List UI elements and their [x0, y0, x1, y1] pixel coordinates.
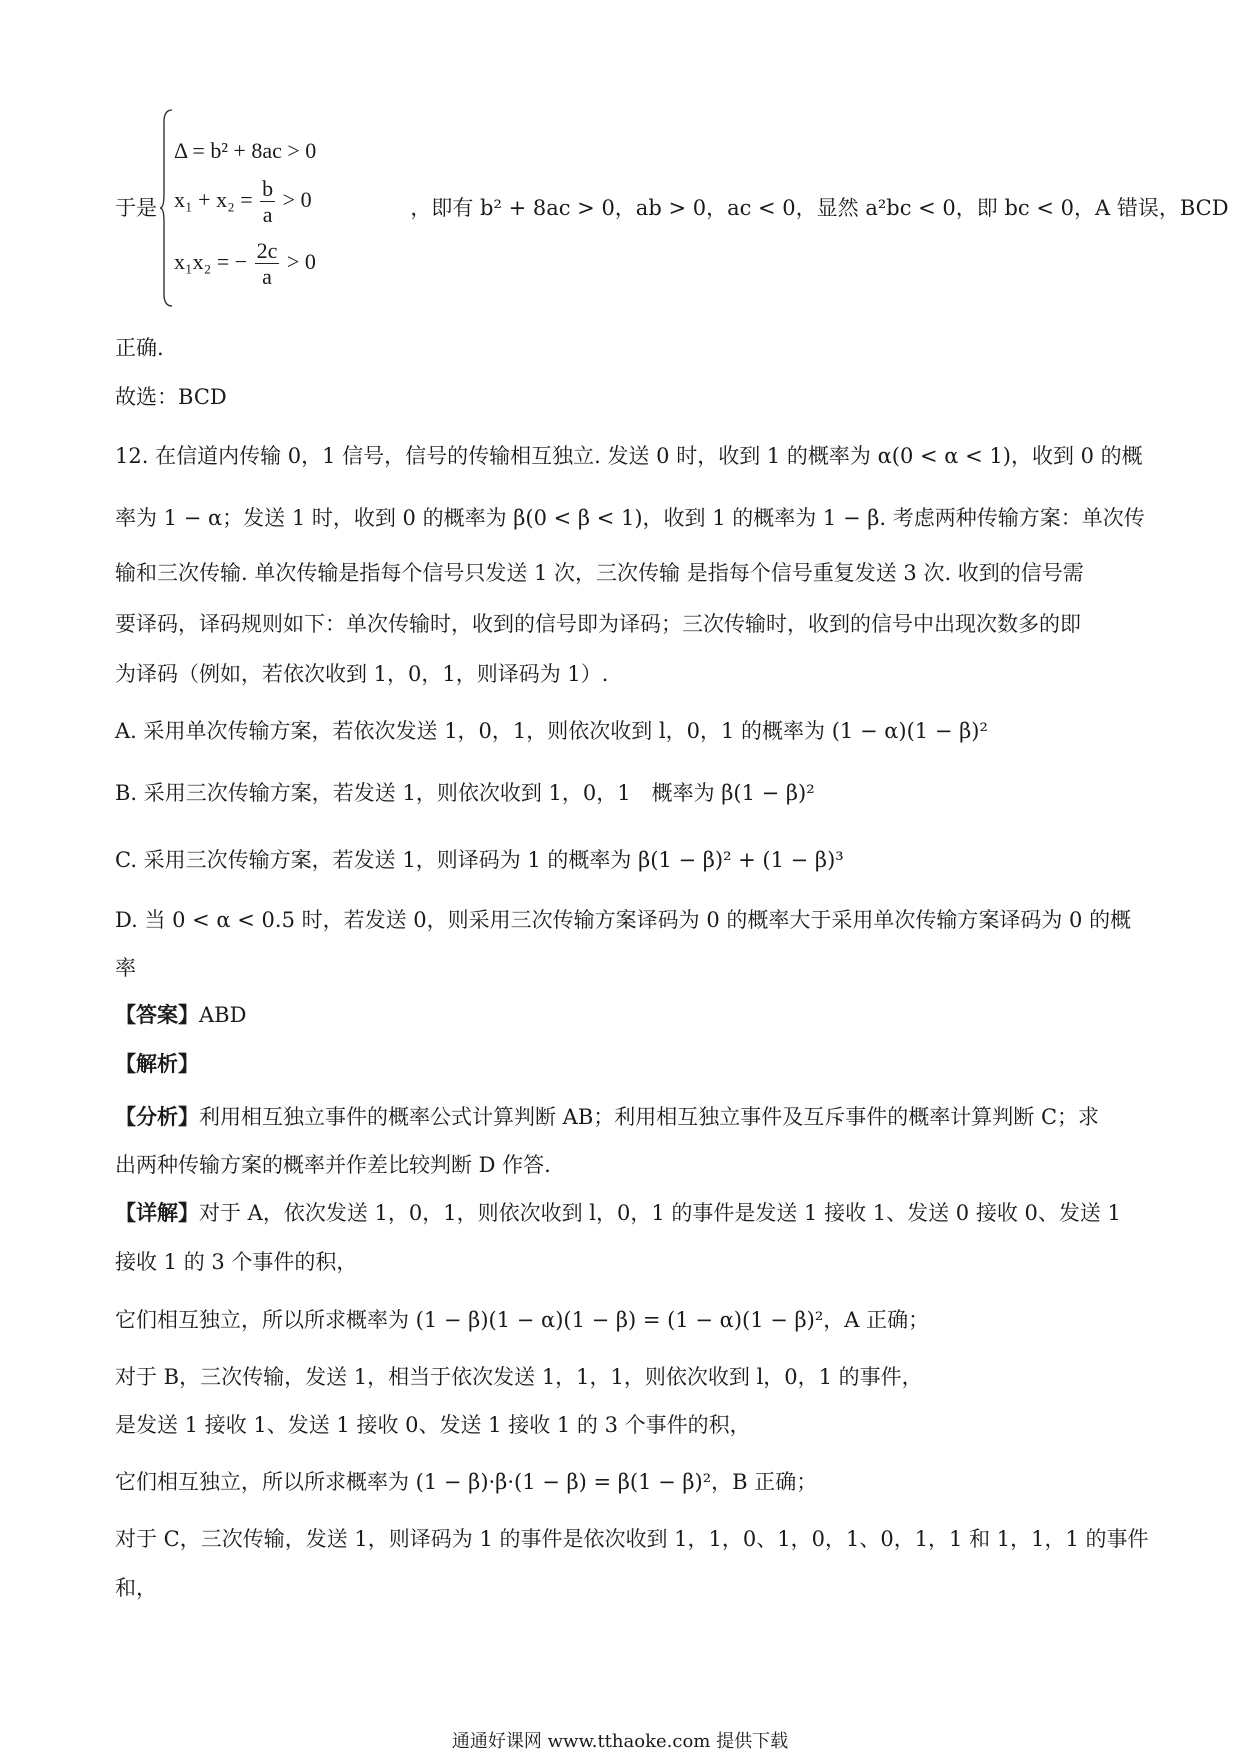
equation-sum-left: x₁ + x₂ = [174, 186, 253, 212]
xiangjie-line-5: 是发送 1 接收 1、发送 1 接收 0、发送 1 接收 1 的 3 个事件的积， [115, 1413, 751, 1437]
equation-delta: Δ = b² + 8ac > 0 [174, 138, 317, 163]
page-footer: 通通好课网 www.tthaoke.com 提供下载 [451, 1731, 789, 1752]
option-b: B. 采用三次传输方案，若发送 1，则依次收到 1，0，1 概率为 β(1 − β)² [115, 781, 815, 805]
equation-sum-numerator: b [262, 176, 274, 201]
xiangjie-tag: 【详解】 [115, 1200, 199, 1225]
text-line-choice: 故选：BCD [115, 385, 227, 409]
text-line-correct: 正确. [115, 336, 164, 360]
xiangjie-line-8: 和， [115, 1576, 157, 1600]
xiangjie-text-1: 对于 A，依次发送 1，0，1，则依次收到 l，0，1 的事件是发送 1 接收 1、发送 0 接收 0、发送 1 [199, 1201, 1121, 1225]
equation-product-left: x₁x₂ = − [174, 248, 248, 274]
xiangjie-line-3: 它们相互独立，所以所求概率为 (1 − β)(1 − α)(1 − β) = (1 − α)(1 − β)²，A 正确； [115, 1308, 930, 1332]
text-line-1 [115, 193, 1229, 223]
option-c: C. 采用三次传输方案，若发送 1，则译码为 1 的概率为 β(1 − β)² + (1 − β)³ [115, 848, 844, 872]
xiangjie-line-7: 对于 C，三次传输，发送 1，则译码为 1 的事件是依次收到 1，1，0、1，0，1、0，1，1 和 1，1，1 的事件 [115, 1527, 1149, 1551]
question-12-line-3: 输和三次传输. 单次传输是指每个信号只发送 1 次，三次传输 是指每个信号重复发送 3 次. 收到的信号需 [115, 561, 1084, 585]
answer-value: ABD [199, 1003, 247, 1027]
text-line-1-suffix: ，即有 b² + 8ac > 0，ab > 0，ac < 0，显然 a²bc < 0，即 bc < 0，A 错误，BCD [410, 196, 1229, 220]
fenxi-line-2: 出两种传输方案的概率并作差比较判断 D 作答. [115, 1153, 551, 1177]
text-line-1-prefix: 于是 [115, 196, 157, 220]
option-d-line-1: D. 当 0 < α < 0.5 时，若发送 0，则采用三次传输方案译码为 0 的概率大于采用单次传输方案译码为 0 的概 [115, 908, 1132, 932]
equation-sum-right: > 0 [282, 186, 312, 212]
equation-product-fraction [255, 238, 280, 290]
answer-line [115, 1000, 1135, 1030]
question-12-line-1: 12. 在信道内传输 0，1 信号，信号的传输相互独立. 发送 0 时，收到 1 的概率为 α(0 < α < 1)，收到 0 的概 [115, 444, 1143, 468]
xiangjie-line-6: 它们相互独立，所以所求概率为 (1 − β)·β·(1 − β) = β(1 − β)²，B 正确； [115, 1470, 818, 1494]
equation-product-numerator: 2c [256, 238, 278, 263]
xiangjie-line-4: 对于 B，三次传输，发送 1，相当于依次发送 1，1，1，则依次收到 l，0，1 的事件， [115, 1365, 923, 1389]
equation-sum-denominator: a [262, 202, 273, 228]
analysis-tag: 【解析】 [115, 1051, 199, 1076]
fenxi-text-1: 利用相互独立事件的概率公式计算判断 AB；利用相互独立事件及互斥事件的概率计算判断 C；求 [199, 1105, 1100, 1129]
equation-product-denominator: a [262, 264, 272, 290]
equation-product [174, 238, 316, 290]
answer-tag: 【答案】 [115, 1002, 199, 1027]
question-12-line-2: 率为 1 − α；发送 1 时，收到 0 的概率为 β(0 < β < 1)，收到 1 的概率为 1 − β. 考虑两种传输方案：单次传 [115, 506, 1145, 530]
option-d-line-2: 率 [115, 956, 136, 980]
fenxi-line-1 [115, 1102, 1135, 1132]
fenxi-tag: 【分析】 [115, 1104, 199, 1129]
equation-product-right: > 0 [286, 248, 316, 274]
option-a: A. 采用单次传输方案，若依次发送 1，0，1，则依次收到 l，0，1 的概率为 (1 − α)(1 − β)² [115, 719, 988, 743]
xiangjie-line-1 [115, 1198, 1135, 1228]
question-12-line-4: 要译码，译码规则如下：单次传输时，收到的信号即为译码；三次传输时，收到的信号中出现次数多的即 [115, 612, 1081, 636]
analysis-heading [115, 1049, 1135, 1079]
xiangjie-line-2: 接收 1 的 3 个事件的积， [115, 1250, 358, 1274]
question-12-line-5: 为译码（例如，若依次收到 1，0，1，则译码为 1）. [115, 662, 609, 686]
